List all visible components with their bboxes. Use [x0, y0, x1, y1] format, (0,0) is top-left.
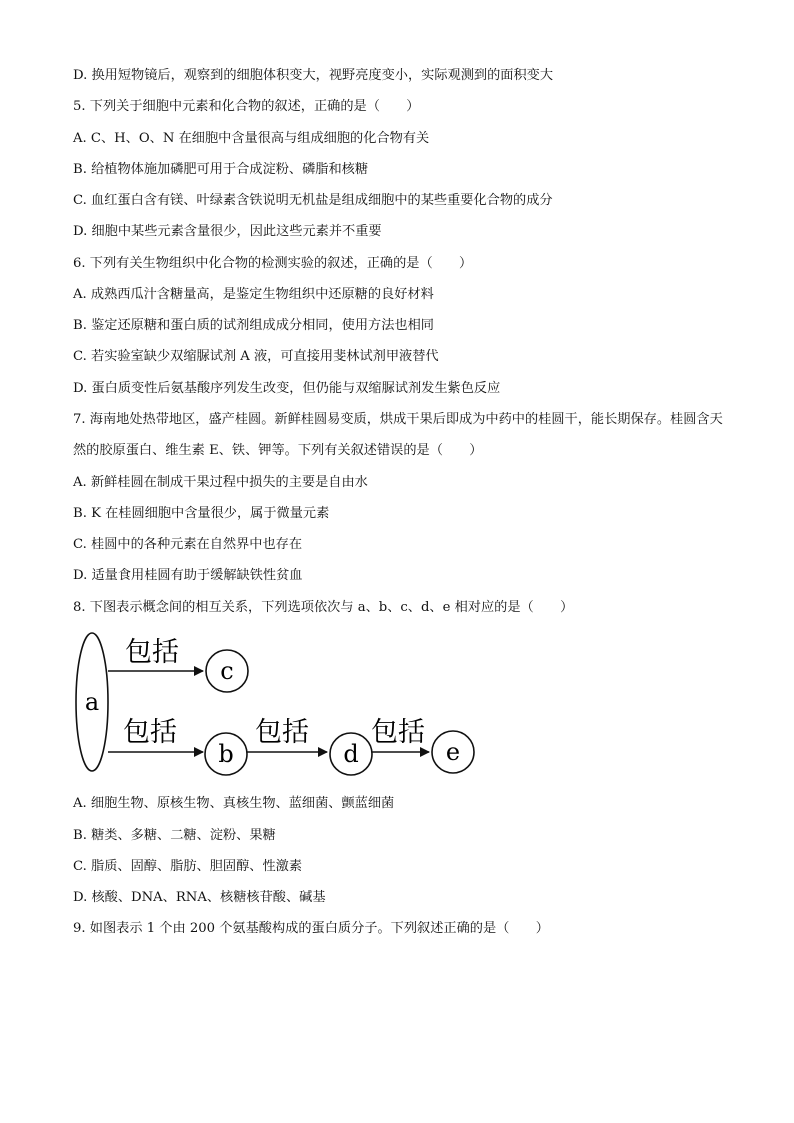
q8-option-a: A. 细胞生物、原核生物、真核生物、蓝细菌、颤蓝细菌	[73, 796, 395, 811]
question-8: 8. 下图表示概念间的相互关系，下列选项依次与 a、b、c、d、e 相对应的是（ ）	[73, 600, 574, 615]
q5-option-b: B. 给植物体施加磷肥可用于合成淀粉、磷脂和核糖	[73, 162, 369, 177]
q6-option-b: B. 鉴定还原糖和蛋白质的试剂组成成分相同，使用方法也相同	[73, 318, 434, 333]
question-5: 5. 下列关于细胞中元素和化合物的叙述，正确的是（ ）	[73, 99, 420, 114]
question-7: 7. 海南地处热带地区，盛产桂圆。新鲜桂圆易变质，烘成干果后即成为中药中的桂圆干，能长期保存。桂圆含天然的胶原蛋白、维生素 E、铁、钾等。下列有关叙述错误的是（ ）	[73, 412, 723, 458]
q7-option-a: A. 新鲜桂圆在制成干果过程中损失的主要是自由水	[73, 475, 368, 490]
node-b-label: b	[218, 740, 234, 768]
arrow-b-d-label: 包括	[255, 717, 309, 748]
q7-option-d: D. 适量食用桂圆有助于缓解缺铁性贫血	[73, 568, 303, 583]
q5-option-c: C. 血红蛋白含有镁、叶绿素含铁说明无机盐是组成细胞中的某些重要化合物的成分	[73, 193, 553, 208]
q5-option-d: D. 细胞中某些元素含量很少，因此这些元素并不重要	[73, 224, 382, 239]
q7-option-c: C. 桂圆中的各种元素在自然界中也存在	[73, 537, 303, 552]
line-d-q4: D. 换用短物镜后，观察到的细胞体积变大，视野亮度变小，实际观测到的面积变大	[73, 68, 554, 83]
question-9: 9. 如图表示 1 个由 200 个氨基酸构成的蛋白质分子。下列叙述正确的是（ ）	[73, 921, 549, 936]
arrow-a-c-label: 包括	[125, 637, 179, 668]
node-c-label: c	[220, 657, 234, 685]
concept-diagram-svg	[68, 630, 488, 780]
q6-option-d: D. 蛋白质变性后氨基酸序列发生改变，但仍能与双缩脲试剂发生紫色反应	[73, 381, 501, 396]
q8-option-d: D. 核酸、DNA、RNA、核糖核苷酸、碱基	[73, 890, 326, 905]
node-d-label: d	[343, 740, 359, 768]
q6-option-a: A. 成熟西瓜汁含糖量高，是鉴定生物组织中还原糖的良好材料	[73, 287, 434, 302]
node-e-label: e	[445, 738, 461, 766]
q5-option-a: A. C、H、O、N 在细胞中含量很高与组成细胞的化合物有关	[73, 131, 430, 146]
node-a-label: a	[84, 688, 100, 716]
q8-option-b: B. 糖类、多糖、二糖、淀粉、果糖	[73, 828, 276, 843]
concept-diagram	[68, 630, 488, 780]
arrow-d-e-label: 包括	[371, 717, 425, 748]
q7-option-b: B. K 在桂圆细胞中含量很少，属于微量元素	[73, 506, 330, 521]
question-6: 6. 下列有关生物组织中化合物的检测实验的叙述，正确的是（ ）	[73, 256, 473, 271]
q8-option-c: C. 脂质、固醇、脂肪、胆固醇、性激素	[73, 859, 303, 874]
q6-option-c: C. 若实验室缺少双缩脲试剂 A 液，可直接用斐林试剂甲液替代	[73, 349, 439, 364]
arrow-a-b-label: 包括	[123, 717, 177, 748]
